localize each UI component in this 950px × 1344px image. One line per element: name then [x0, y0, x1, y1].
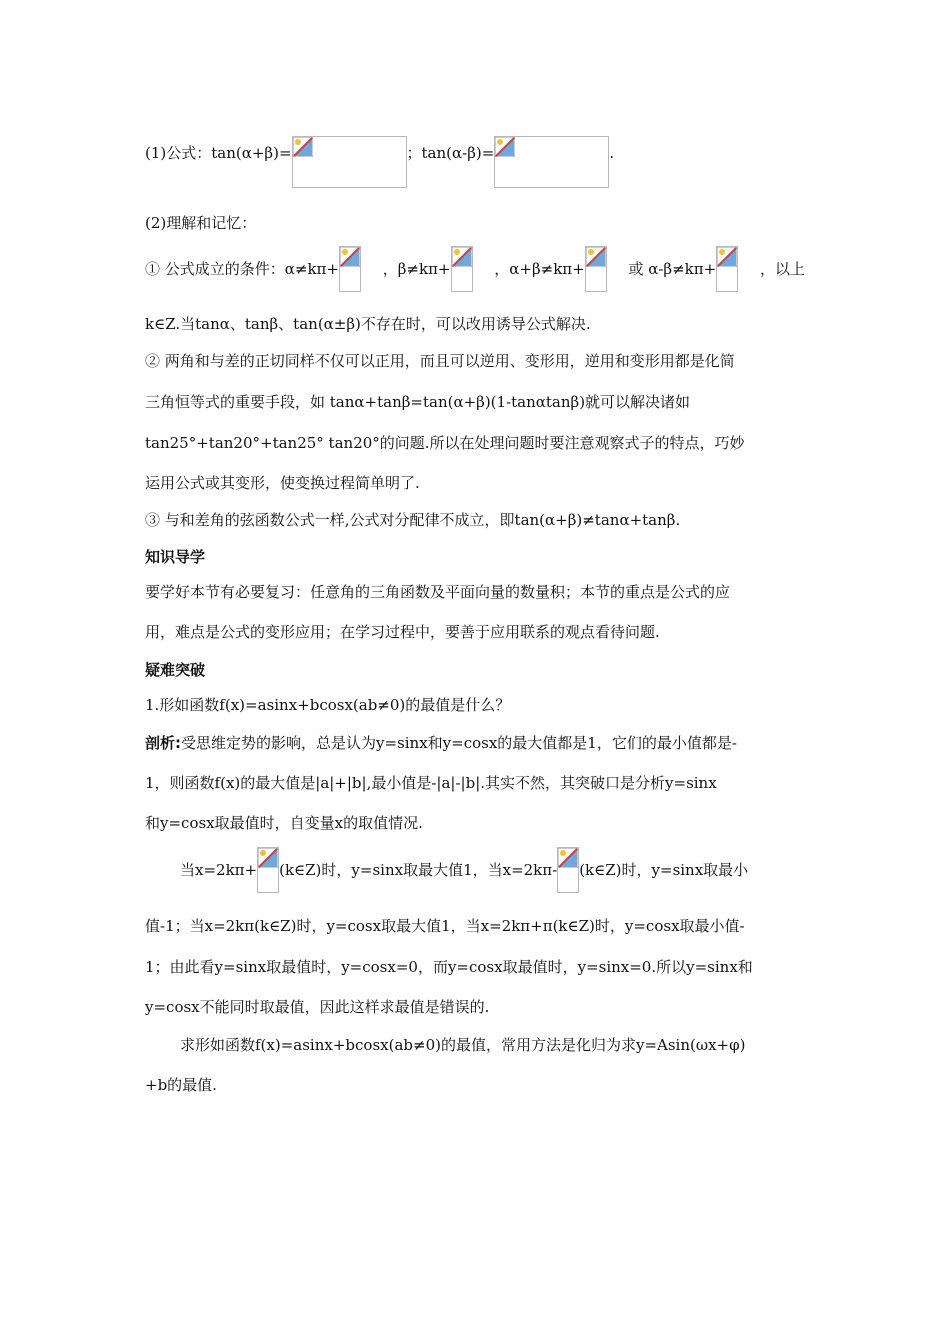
condition-line	[145, 246, 805, 292]
analysis-line-1	[145, 732, 805, 754]
para-2-line-4: 运用公式或其变形，使变换过程简单明了.	[145, 474, 420, 492]
knowledge-line-2: 用，难点是公式的变形应用；在学习过程中，要善于应用联系的观点看待问题.	[145, 623, 660, 641]
broken-image-icon	[494, 136, 609, 188]
cond-a: ① 公式成立的条件：α≠kπ+	[145, 260, 339, 278]
question-1: 1.形如函数f(x)=asinx+bcosx(ab≠0)的最值是什么？	[145, 696, 511, 714]
when-line-3: 1；由此看y=sinx取最值时，y=cosx=0，而y=cosx取最值时，y=sinx=0.所以y=sinx和	[145, 958, 753, 976]
final-line-2: +b的最值.	[145, 1076, 217, 1094]
condition-note: k∈Z.当tanα、tanβ、tan(α±β)不存在时，可以改用诱导公式解决.	[145, 315, 591, 333]
formula-sep: ；tan(α-β)=	[406, 144, 495, 162]
knowledge-line-1: 要学好本节有必要复习：任意角的三角函数及平面向量的数量积；本节的重点是公式的应	[145, 583, 731, 601]
analysis-line-3: 和y=cosx取最值时，自变量x的取值情况.	[145, 814, 423, 832]
cond-c: ，α+β≠kπ+	[494, 260, 585, 278]
analysis-text-1: 受思维定势的影响，总是认为y=sinx和y=cosx的最大值都是1，它们的最小值都是-	[181, 734, 737, 752]
when-b: (k∈Z)时，y=sinx取最大值1，当x=2kπ-	[279, 861, 558, 879]
heading-difficulty: 疑难突破	[145, 661, 206, 679]
broken-image-icon	[257, 847, 279, 893]
broken-image-icon	[339, 246, 361, 292]
analysis-line-2: 1，则函数f(x)的最大值是|a|+|b|,最小值是-|a|-|b|.其实不然，其突破口是分析y=sinx	[145, 774, 717, 792]
heading-knowledge: 知识导学	[145, 548, 206, 566]
when-c: (k∈Z)时，y=sinx取最小	[579, 861, 749, 879]
para-2-line-1: ② 两角和与差的正切同样不仅可以正用，而且可以逆用、变形用，逆用和变形用都是化简	[145, 352, 735, 370]
when-line-4: y=cosx不能同时取最值，因此这样求最值是错误的.	[145, 998, 490, 1016]
para-2-line-2: 三角恒等式的重要手段，如 tanα+tanβ=tan(α+β)(1-tanαtanβ)就可以解决诸如	[145, 393, 691, 411]
cond-d: 或 α-β≠kπ+	[628, 260, 717, 278]
final-line-1: 求形如函数f(x)=asinx+bcosx(ab≠0)的最值，常用方法是化归为求y=Asin(ωx+φ)	[180, 1036, 746, 1054]
broken-image-icon	[585, 246, 607, 292]
broken-image-icon	[716, 246, 738, 292]
when-line-2: 值-1；当x=2kπ(k∈Z)时，y=cosx取最大值1，当x=2kπ+π(k∈Z)时，y=cosx取最小值-	[145, 917, 745, 935]
para-3: ③ 与和差角的弦函数公式一样,公式对分配律不成立，即tan(α+β)≠tanα+tanβ.	[145, 511, 681, 529]
when-a: 当x=2kπ+	[180, 861, 258, 879]
broken-image-icon	[557, 847, 579, 893]
when-line	[180, 847, 805, 893]
analysis-label: 剖析:	[145, 734, 181, 752]
formula-label: (1)公式：tan(α+β)=	[145, 144, 292, 162]
formula-end: .	[609, 144, 615, 162]
cond-b: ，β≠kπ+	[382, 260, 451, 278]
broken-image-icon	[451, 246, 473, 292]
formula-line	[145, 136, 805, 188]
cond-e: ，以上	[759, 260, 805, 278]
para-2-line-3: tan25°+tan20°+tan25° tan20°的问题.所以在处理问题时要注意观察式子的特点，巧妙	[145, 434, 745, 452]
broken-image-icon	[292, 136, 407, 188]
section-2-title: (2)理解和记忆：	[145, 214, 257, 232]
